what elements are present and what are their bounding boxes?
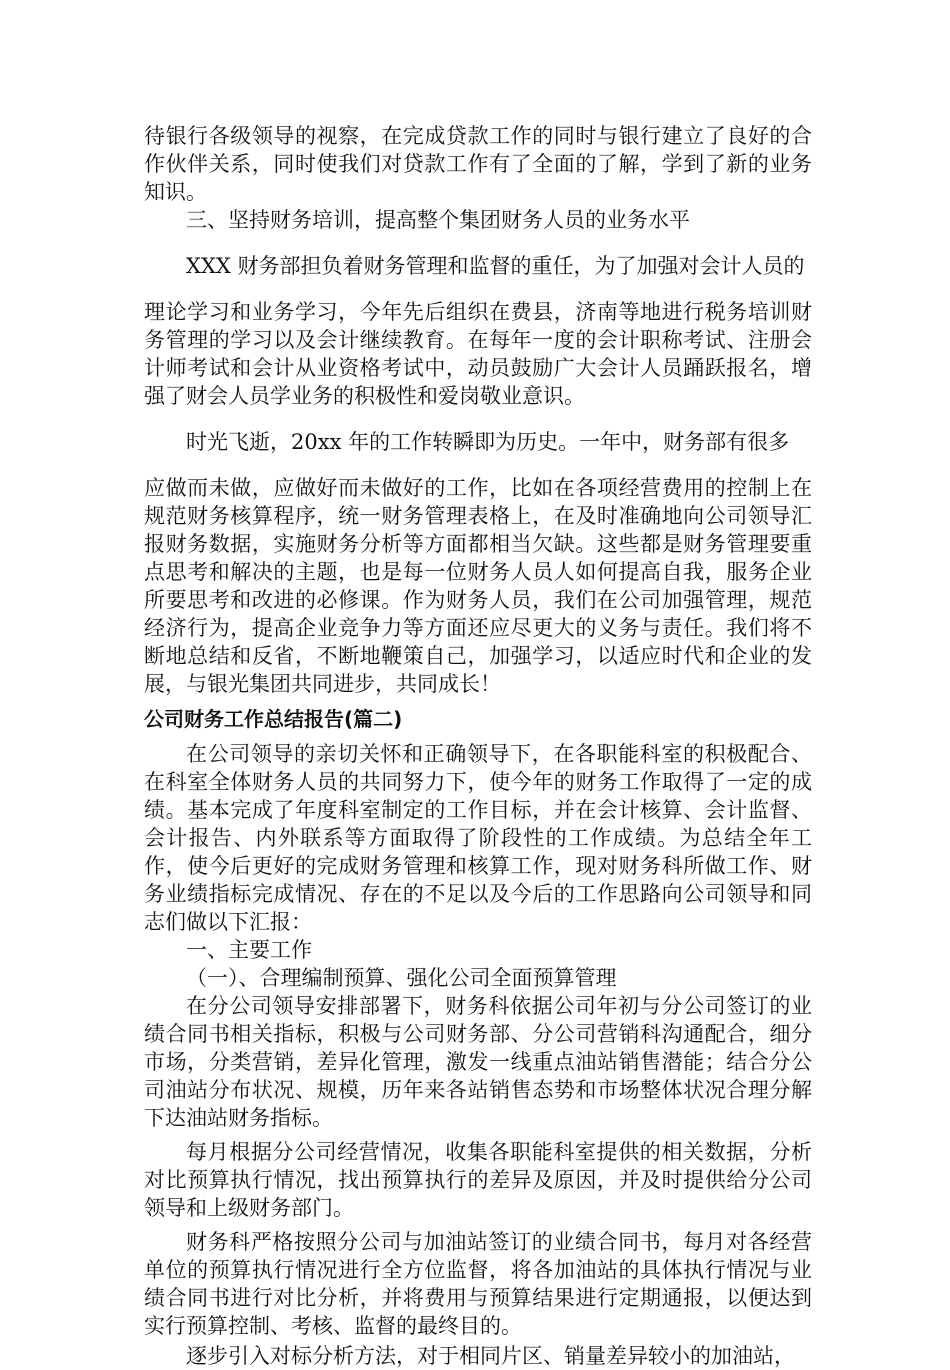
document-body [144, 122, 812, 1370]
paragraph-benchmarking: 逐步引入对标分析方法，对于相同片区、销量差异较小的加油站， [186, 1344, 795, 1368]
heading-main-work: 一、主要工作 [186, 938, 312, 962]
paragraph-time-flies: 时光飞逝，20xx 年的工作转瞬即为历史。一年中，财务部有很多 [186, 430, 790, 454]
paragraph-intro-report: 在公司领导的亲切关怀和正确领导下，在各职能科室的积极配合、在科室全体财务人员的共同努力下，使今年的财务工作取得了一定的成绩。基本完成了年度科室制定的工作目标，并在会计核算、会计监督、会计报告、内外联系等方面取得了阶段性的工作成绩。为总结全年工作，使今后更好的完成财务管理和核算工作，现对财务科所做工作、财务业绩指标完成情况、存在的不足以及今后的工作思路向公司领导和同志们做以下汇报： [144, 742, 812, 934]
paragraph-training-details: 理论学习和业务学习，今年先后组织在费县，济南等地进行税务培训财务管理的学习以及会计继续教育。在每年一度的会计职称考试、注册会计师考试和会计从业资格考试中，动员鼓励广大会计人员踊跃报名，增强了财会人员学业务的积极性和爱岗敬业意识。 [144, 300, 812, 408]
paragraph-monthly-analysis: 每月根据分公司经营情况，收集各职能科室提供的相关数据，分析对比预算执行情况，找出预算执行的差异及原因，并及时提供给分公司领导和上级财务部门。 [144, 1140, 812, 1220]
paragraph-supervision: 财务科严格按照分公司与加油站签订的业绩合同书，每月对各经营单位的预算执行情况进行全方位监督，将各加油站的具体执行情况与业绩合同书进行对比分析，并将费用与预算结果进行定期通报，以便达到实行预算控制、考核、监督的最终目的。 [144, 1230, 812, 1338]
paragraph-budget-planning: 在分公司领导安排部署下，财务科依据公司年初与分公司签订的业绩合同书相关指标，积极与公司财务部、分公司营销科沟通配合，细分市场，分类营销，差异化管理，激发一线重点油站销售潜能；结合分公司油站分布状况、规模，历年来各站销售态势和市场整体状况合理分解下达油站财务指标。 [144, 994, 812, 1130]
heading-finance-training: 三、坚持财务培训，提高整个集团财务人员的业务水平 [186, 208, 690, 232]
paragraph-xxx-finance-dept: XXX 财务部担负着财务管理和监督的重任，为了加强对会计人员的 [186, 254, 805, 278]
paragraph-shortcomings: 应做而未做，应做好而未做好的工作，比如在各项经营费用的控制上在规范财务核算程序，统一财务管理表格上，在及时准确地向公司领导汇报财务数据，实施财务分析等方面都相当欠缺。这些都是财务管理要重点思考和解决的主题，也是每一位财务人员人如何提高自我，服务企业所要思考和改进的必修课。作为财务人员，我们在公司加强管理，规范经济行为，提高企业竞争力等方面还应尽更大的义务与责任。我们将不断地总结和反省，不断地鞭策自己，加强学习，以适应时代和企业的发展，与银光集团共同进步，共同成长！ [144, 476, 812, 696]
paragraph-loan-work: 待银行各级领导的视察，在完成贷款工作的同时与银行建立了良好的合作伙伴关系，同时使我们对贷款工作有了全面的了解，学到了新的业务知识。 [144, 124, 812, 204]
heading-budget: （一）、合理编制预算、强化公司全面预算管理 [186, 966, 617, 990]
section-title: 公司财务工作总结报告(篇二) [144, 707, 403, 731]
